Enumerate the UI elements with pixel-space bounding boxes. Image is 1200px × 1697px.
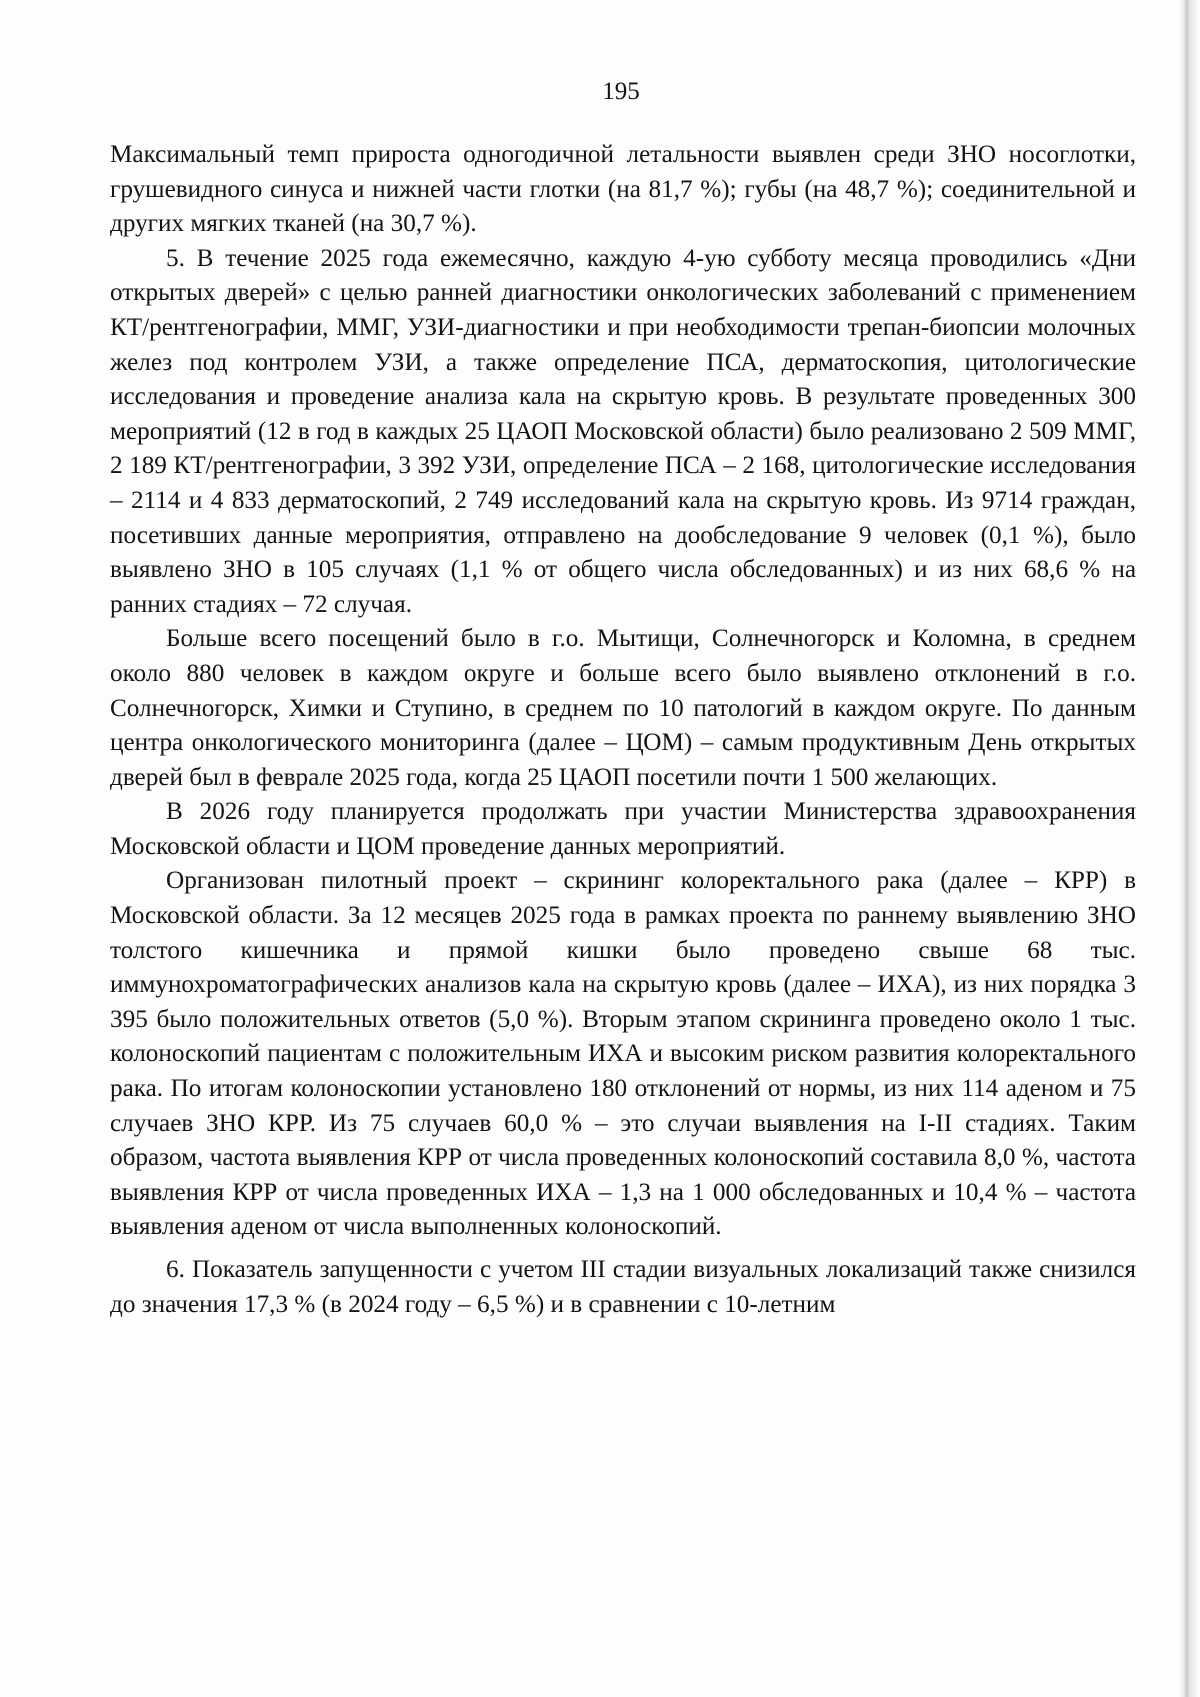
scan-edge-shadow	[1178, 0, 1200, 1697]
paragraph-visits-by-district: Больше всего посещений было в г.о. Мытищи, Солнечногорск и Коломна, в среднем около 880 человек в каждом округе и больше всего было выявлено отклонений в г.о. Солнечногорск, Химки и Ступино, в среднем по 10 патологий в каждом округе. По данным центра онкологического мониторинга (далее – ЦОМ) – самым продуктивным День открытых дверей был в феврале 2025 года, когда 25 ЦАОП посетили почти 1 500 желающих.	[110, 625, 1136, 791]
paragraph-2026-plans: В 2026 году планируется продолжать при участии Министерства здравоохранения Московской области и ЦОМ проведение данных мероприятий.	[110, 798, 1136, 860]
page-number: 195	[602, 78, 640, 105]
document-body	[110, 138, 1136, 1322]
paragraph-open-days: 5. В течение 2025 года ежемесячно, каждую 4-ую субботу месяца проводились «Дни открытых дверей» с целью ранней диагностики онкологических заболеваний с применением КТ/рентгенографии, ММГ, УЗИ-диагностики и при необходимости трепан-биопсии молочных желез под контролем УЗИ, а также определение ПСА, дерматоскопия, цитологические исследования и проведение анализа кала на скрытую кровь. В результате проведенных 300 мероприятий (12 в год в каждых 25 ЦАОП Московской области) было реализовано 2 509 ММГ, 2 189 КТ/рентгенографии, 3 392 УЗИ, определение ПСА – 2 168, цитологические исследования – 2114 и 4 833 дерматоскопий, 2 749 исследований кала на скрытую кровь. Из 9714 граждан, посетивших данные мероприятия, отправлено на дообследование 9 человек (0,1 %), было выявлено ЗНО в 105 случаях (1,1 % от общего числа обследованных) и из них 68,6 % на ранних стадиях – 72 случая.	[110, 244, 1136, 618]
paragraph-crc-screening: Организован пилотный проект – скрининг колоректального рака (далее – КРР) в Московской области. За 12 месяцев 2025 года в рамках проекта по раннему выявлению ЗНО толстого кишечника и прямой кишки было проведено свыше 68 тыс. иммунохроматографических анализов кала на скрытую кровь (далее – ИХА), из них порядка 3 395 было положительных ответов (5,0 %). Вторым этапом скрининга проведено около 1 тыс. колоноскопий пациентам с положительным ИХА и высоким риском развития колоректального рака. По итогам колоноскопии установлено 180 отклонений от нормы, из них 114 аденом и 75 случаев ЗНО КРР. Из 75 случаев 60,0 % – это случаи выявления на I-II стадиях. Таким образом, частота выявления КРР от числа проведенных колоноскопий составила 8,0 %, частота выявления КРР от числа проведенных ИХА – 1,3 на 1 000 обследованных и 10,4 % – частота выявления аденом от числа выполненных колоноскопий.	[110, 867, 1136, 1241]
paragraph-neglect-indicator: 6. Показатель запущенности с учетом III стадии визуальных локализаций также снизился до значения 17,3 % (в 2024 году – 6,5 %) и в сравнении с 10-летним	[110, 1256, 1136, 1318]
paragraph-mortality-growth: Максимальный темп прироста одногодичной летальности выявлен среди ЗНО носоглотки, грушевидного синуса и нижней части глотки (на 81,7 %); губы (на 48,7 %); соединительной и других мягких тканей (на 30,7 %).	[110, 141, 1136, 238]
